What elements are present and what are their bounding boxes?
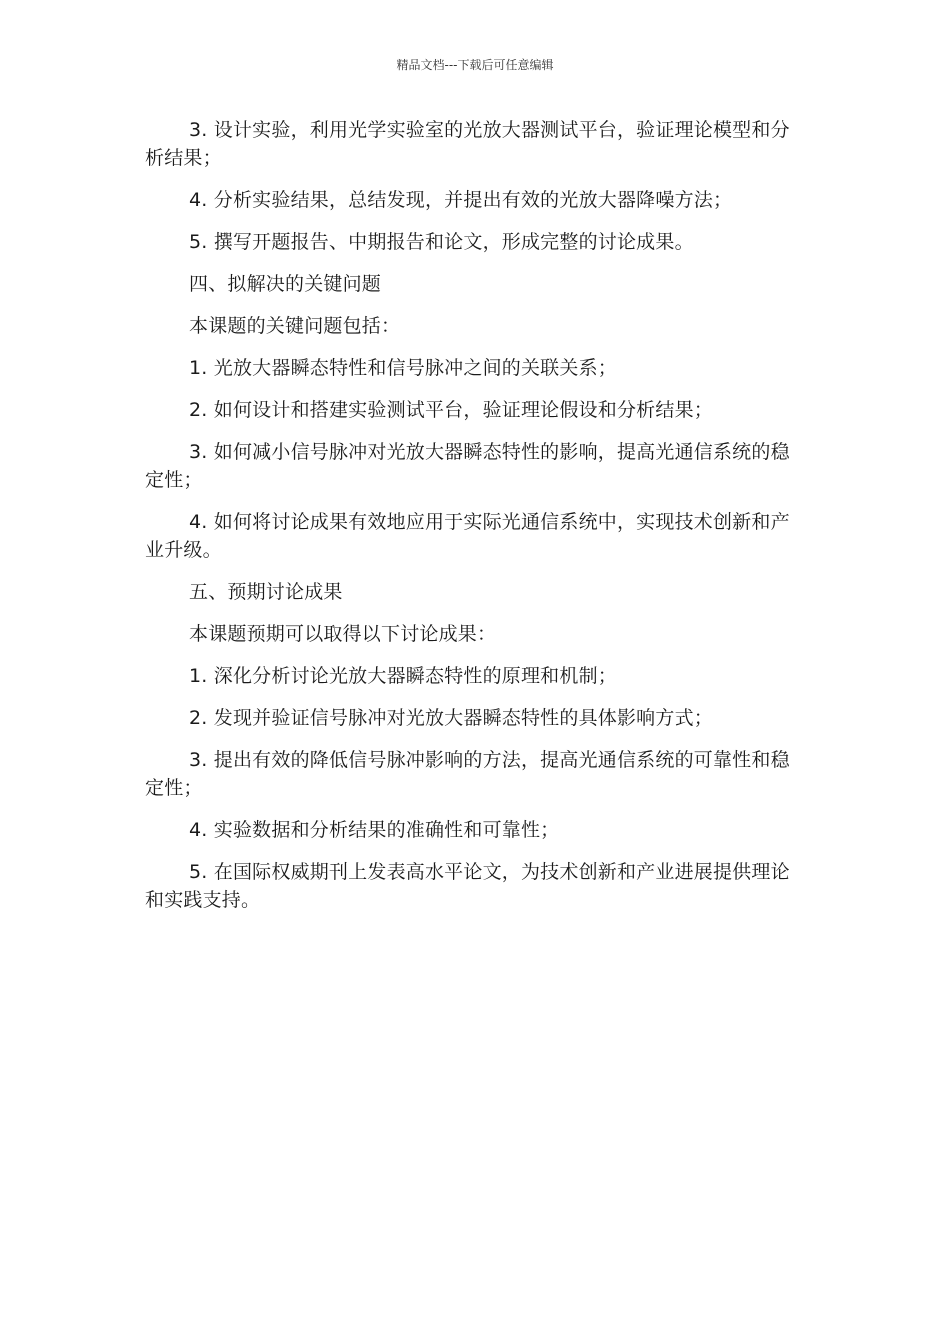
page-header: 精品文档---下载后可任意编辑 <box>396 58 554 72</box>
expected-result-item-3: 3. 提出有效的降低信号脉冲影响的方法，提高光通信系统的可靠性和稳定性； <box>145 749 790 799</box>
list-item-analyze-results: 4. 分析实验结果，总结发现，并提出有效的光放大器降噪方法； <box>189 189 733 211</box>
expected-result-item-1: 1. 深化分析讨论光放大器瞬态特性的原理和机制； <box>189 665 617 687</box>
expected-result-item-2: 2. 发现并验证信号脉冲对光放大器瞬态特性的具体影响方式； <box>189 707 713 729</box>
document-body <box>145 116 797 928</box>
expected-result-item-4: 4. 实验数据和分析结果的准确性和可靠性； <box>189 819 560 841</box>
section-heading-key-problems: 四、拟解决的关键问题 <box>189 273 382 295</box>
expected-result-item-5: 5. 在国际权威期刊上发表高水平论文，为技术创新和产业进展提供理论和实践支持。 <box>145 861 790 911</box>
key-problems-intro: 本课题的关键问题包括： <box>189 315 401 337</box>
list-item-write-reports: 5. 撰写开题报告、中期报告和论文，形成完整的讨论成果。 <box>189 231 694 253</box>
section-heading-expected-results: 五、预期讨论成果 <box>189 581 343 603</box>
key-problem-item-2: 2. 如何设计和搭建实验测试平台，验证理论假设和分析结果； <box>189 399 713 421</box>
key-problem-item-3: 3. 如何减小信号脉冲对光放大器瞬态特性的影响，提高光通信系统的稳定性； <box>145 441 790 491</box>
expected-results-intro: 本课题预期可以取得以下讨论成果： <box>189 623 497 645</box>
key-problem-item-4: 4. 如何将讨论成果有效地应用于实际光通信系统中，实现技术创新和产业升级。 <box>145 511 790 561</box>
key-problem-item-1: 1. 光放大器瞬态特性和信号脉冲之间的关联关系； <box>189 357 617 379</box>
list-item-design-experiment: 3. 设计实验，利用光学实验室的光放大器测试平台，验证理论模型和分析结果； <box>145 119 790 169</box>
